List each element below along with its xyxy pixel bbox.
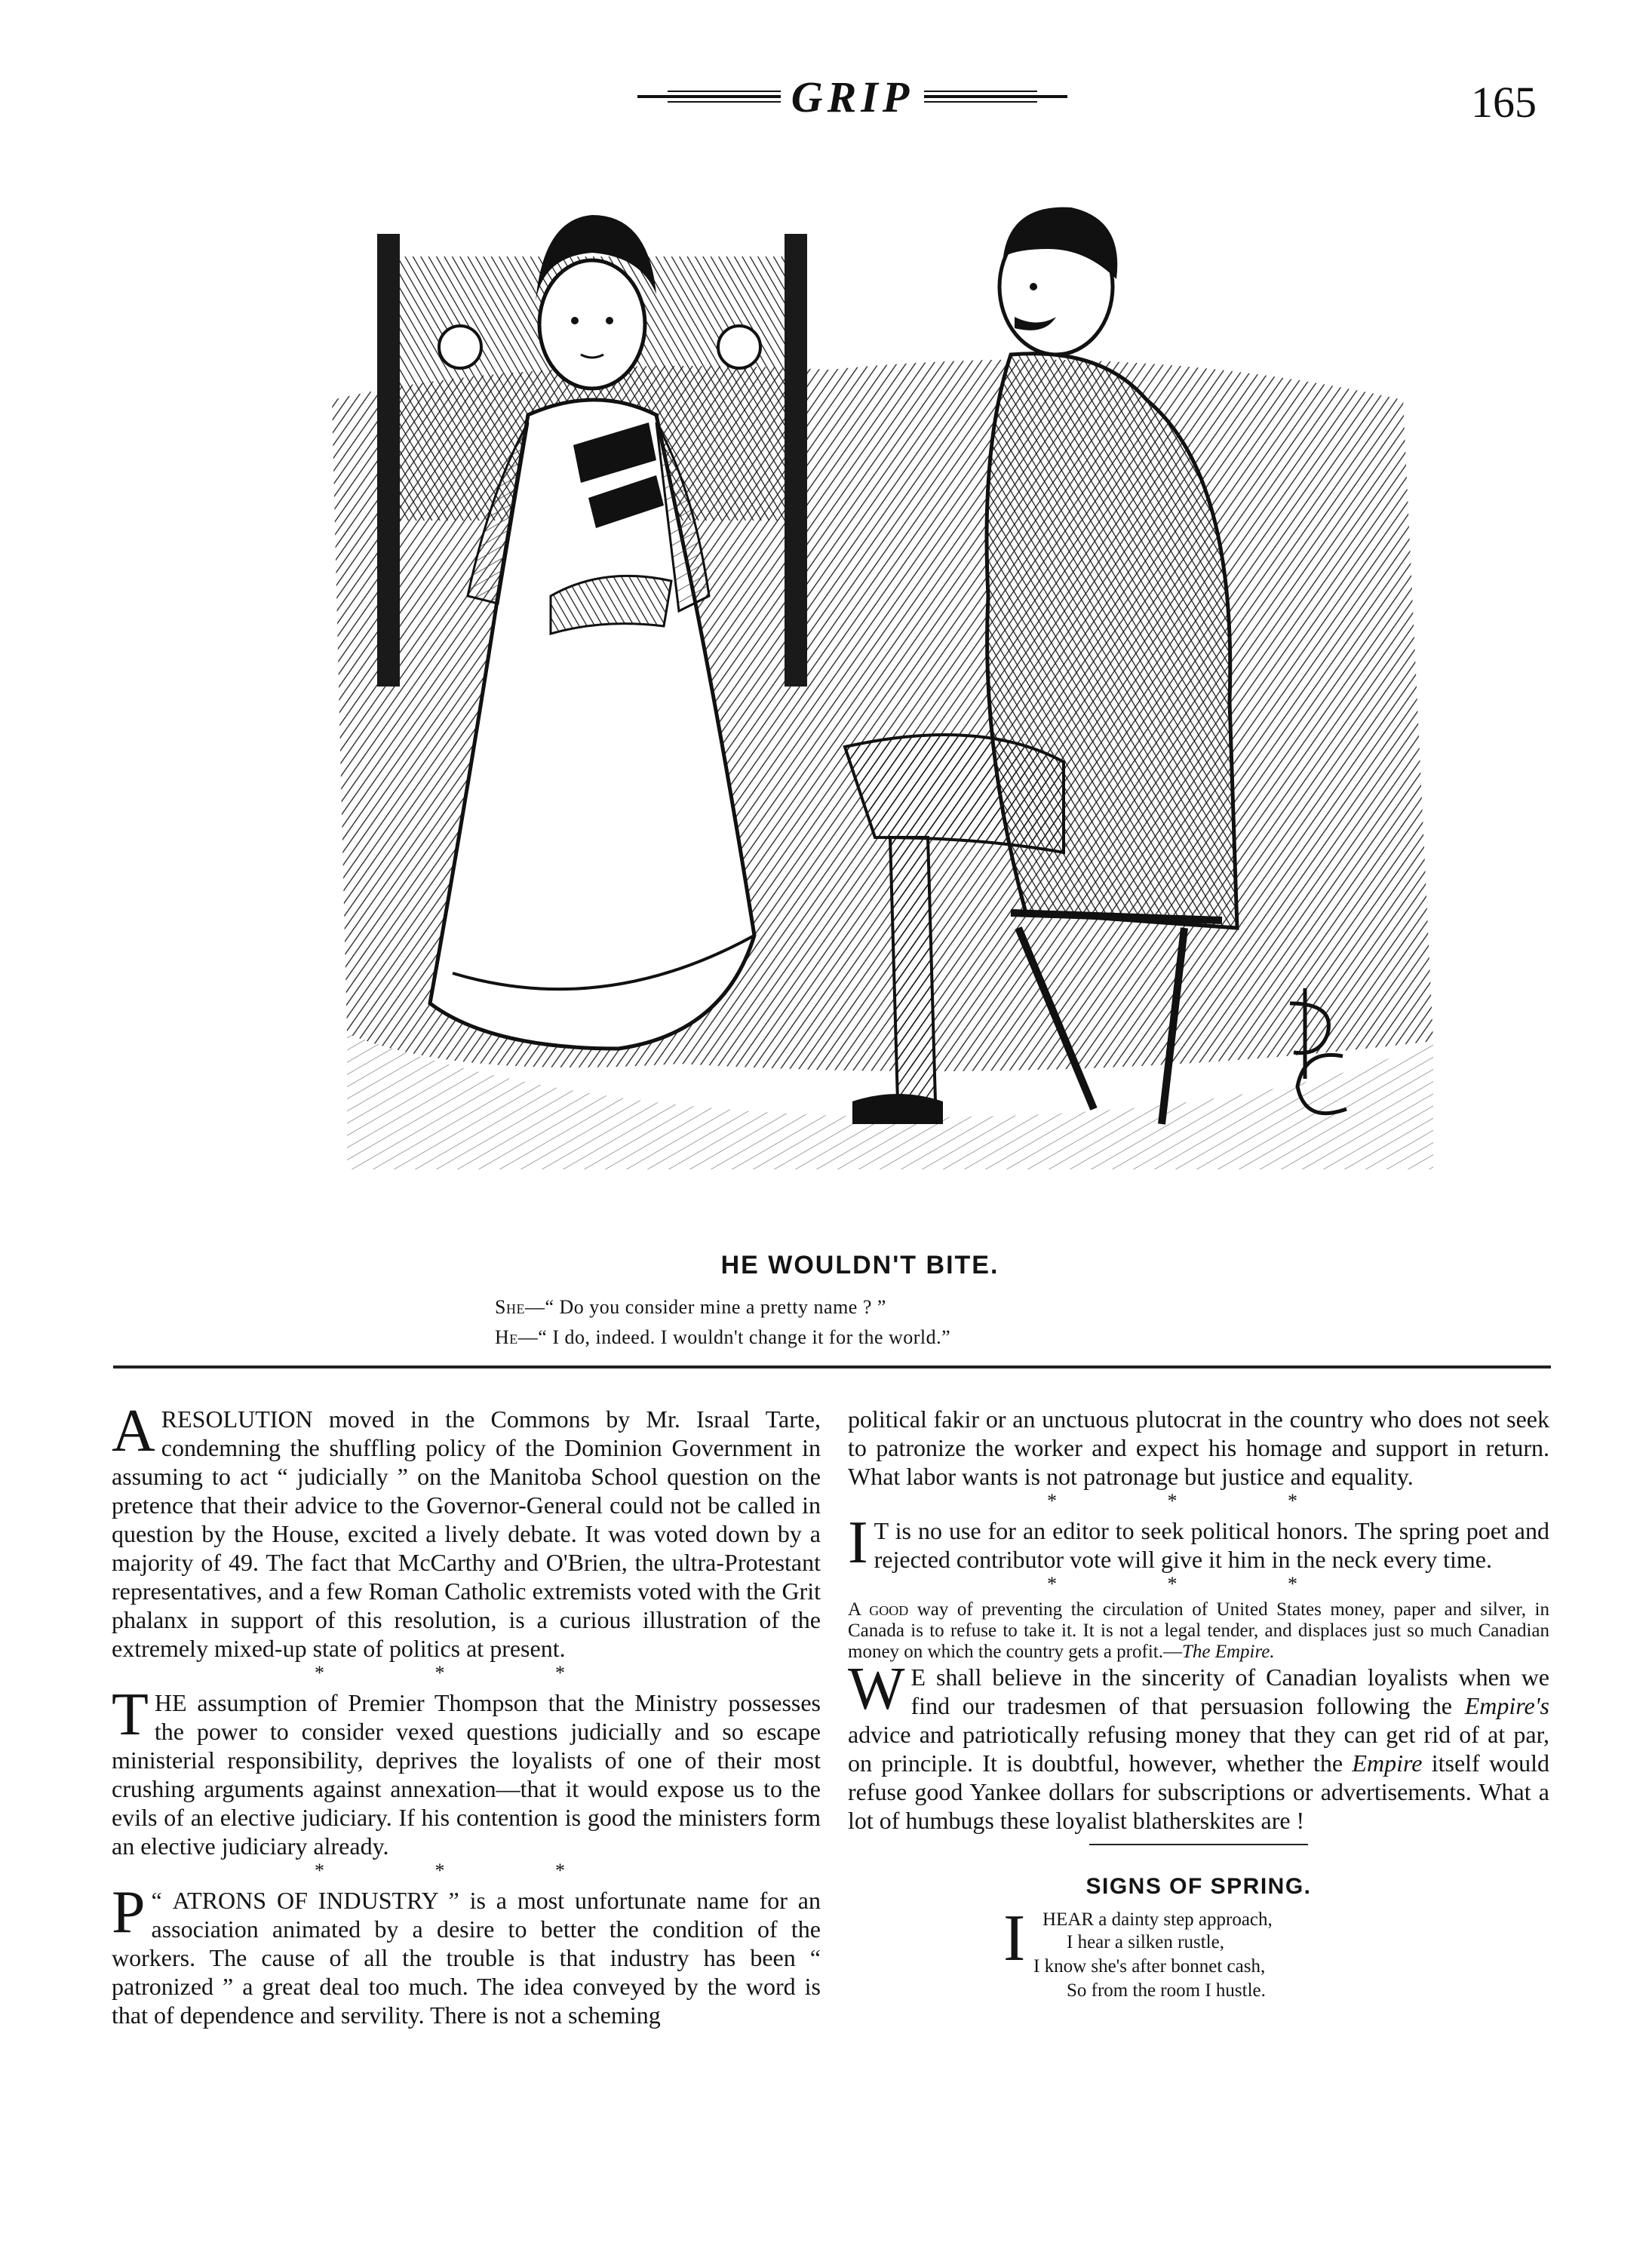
article-patrons-continued: political fakir or an unctuous plutocrat in the country who does not seek to patronize the worker and expect his homage and support in return. What labor wants is not patronage but justice and equality. (848, 1405, 1549, 1490)
section-stars: * * * (315, 1662, 618, 1684)
masthead-right-rule (924, 87, 1067, 106)
quoted-note (848, 1599, 1549, 1663)
publication-title: GRIP (791, 72, 914, 121)
loyalists-em-empires: Empire's (1464, 1692, 1549, 1719)
dropcap-t: T (112, 1682, 149, 1748)
cartoon-title: HE WOULDN'T BITE. (720, 1251, 999, 1279)
article-editor (848, 1510, 1549, 1576)
poem-dropcap: I (1003, 1902, 1026, 1975)
masthead (588, 66, 1116, 127)
section-stars: * * * (315, 1860, 618, 1881)
dropcap-a: A (112, 1398, 155, 1464)
poem-line-1: HEAR a dainty step approach, (1042, 1909, 1273, 1930)
chair-post-left (377, 234, 400, 687)
poem-line-2: I hear a silken rustle, (1067, 1932, 1224, 1952)
loyalists-text-c: itself would refuse good Yankee dollars for subscriptions or advertisements. What a lot of humbugs these loyalist blatherskites are ! (848, 1749, 1549, 1834)
article-loyalists (848, 1656, 1549, 1835)
poem (848, 1902, 1549, 2013)
he-line: —“ I do, indeed. I wouldn't change it for the world.” (517, 1326, 951, 1348)
dialogue-he (495, 1326, 950, 1349)
patrons-open-quote: “ (151, 1887, 173, 1914)
note-text: way of preventing the circulation of United States money, paper and silver, in Canada is to refuse to take it. It is not a legal tender, and displaces just so much Canadian money on which the country gets a profit.— (848, 1599, 1549, 1662)
editor-text: T is no use for an editor to seek political honors. The spring poet and rejected contributor vote will give it him in the neck every time. (874, 1517, 1549, 1573)
poem-line-3: I know she's after bonnet cash, (1033, 1956, 1266, 1977)
dropcap-w: W (848, 1656, 905, 1722)
poem-line-4: So from the room I hustle. (1067, 1980, 1266, 2001)
loyalists-text-a: E shall believe in the sincerity of Canadian loyalists when we find our tradesmen of that persuasion following the (910, 1663, 1549, 1719)
patrons-lead: ATRONS OF INDUSTRY (172, 1887, 438, 1914)
poem-title: SIGNS OF SPRING. (1085, 1874, 1312, 1899)
page-number: 165 (1471, 78, 1537, 127)
cartoon-illustration (302, 174, 1448, 1230)
left-column (112, 1398, 821, 2029)
section-stars: * * * (1047, 1573, 1350, 1595)
loyalists-text-b: advice and patriotically refusing money that they can get rid of at par, on principle. It is doubtful, however, whether the (848, 1721, 1549, 1777)
dropcap-i: I (848, 1510, 868, 1576)
article-assumption (112, 1682, 821, 1860)
speaker-she: She (495, 1296, 525, 1318)
right-column (848, 1405, 1549, 2013)
she-line: —“ Do you consider mine a pretty name ? ” (524, 1296, 886, 1318)
resolution-text: moved in the Commons by Mr. Israal Tarte, condemning the shuffling policy of the Dominion Government in assuming to act “ judicially ” on the Manitoba School question on the pretence that their advice to the Governor-General could not be called in question by the House, excited a lively debate. It was voted down by a majority of 49. The fact that McCarthy and O'Brien, the ultra-Protestant representatives, and a few Roman Catholic extremists voted with the Grit phalanx in support of this resolution, is a curious illustration of the extremely mixed-up state of politics at present. (112, 1405, 821, 1662)
section-divider (113, 1365, 1551, 1368)
dropcap-p: P (112, 1879, 146, 1946)
section-stars: * * * (1047, 1490, 1350, 1512)
note-lead: A good (848, 1599, 909, 1620)
masthead-left-rule (637, 87, 781, 106)
patrons-text: ” is a most unfortunate name for an association animated by a desire to better the condition of the workers. The cause of all the trouble is that industry has been “ patronized ” a great deal too much. The idea conveyed by the word is that of dependence and servility. There is not a scheming (112, 1887, 821, 2029)
note-source: The Empire. (1181, 1642, 1275, 1662)
assumption-text: HE assumption of Premier Thompson that the Ministry possesses the power to consider vexed questions judicially and so escape ministerial responsibility, deprives the loyalists of one of their most crushing arguments against annexation—that it would expose us to the evils of an elective judiciary. If his contention is good the ministers form an elective judiciary already. (112, 1689, 821, 1860)
article-resolution (112, 1398, 821, 1663)
dialogue-she (495, 1296, 886, 1319)
speaker-he: He (495, 1326, 518, 1348)
short-divider (1089, 1844, 1308, 1845)
chair-post-right (785, 234, 807, 687)
article-patrons (112, 1879, 821, 2029)
resolution-lead: RESOLUTION (161, 1405, 313, 1433)
loyalists-em-empire: Empire (1352, 1749, 1423, 1777)
